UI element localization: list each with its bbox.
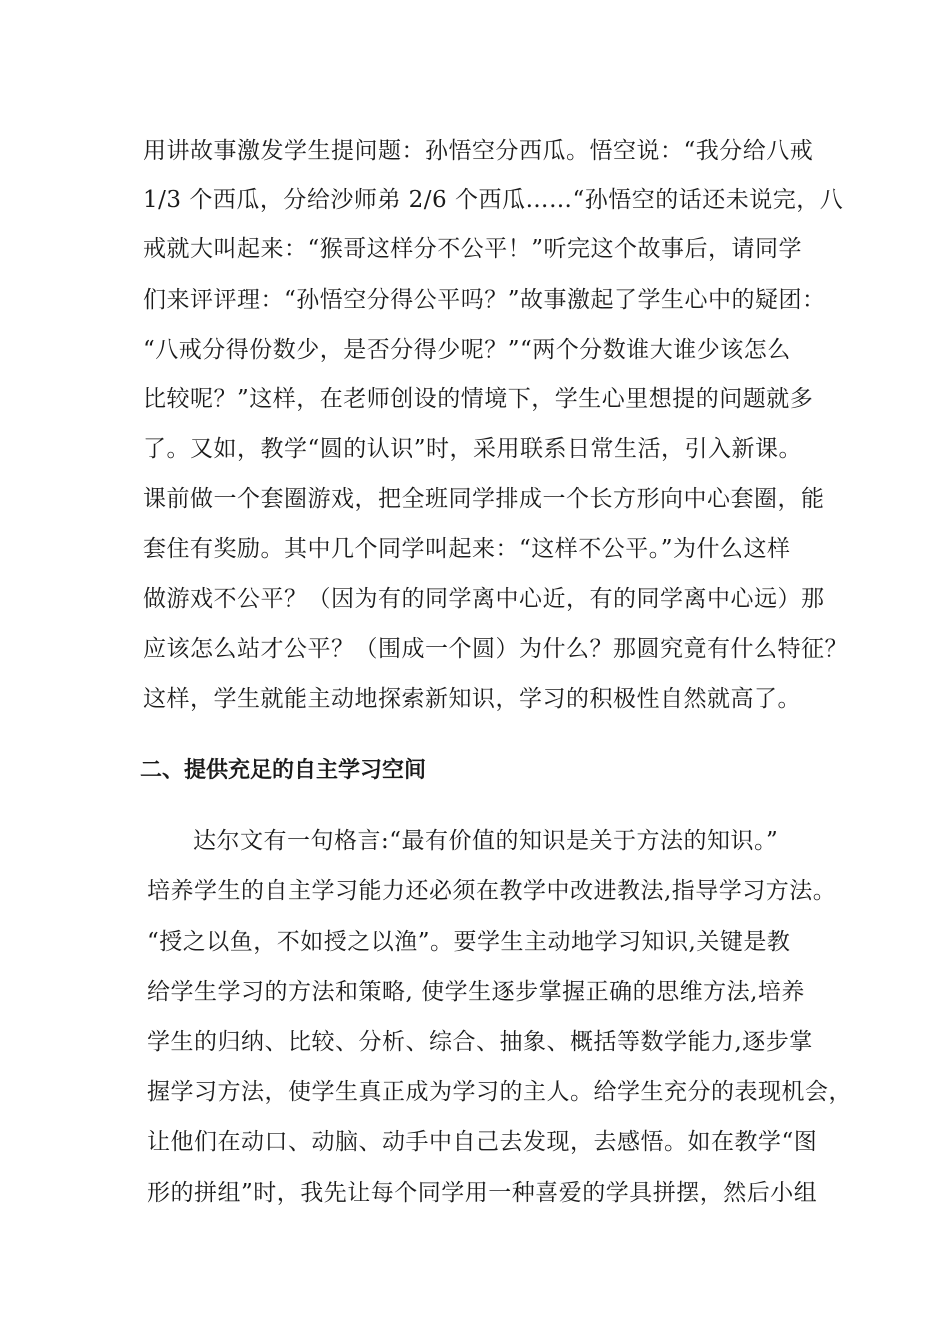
paragraph-line: 让他们在动口、动脑、动手中自己去发现，去感悟。如在教学“图 <box>147 1129 818 1155</box>
paragraph-line: 形的拼组”时，我先让每个同学用一种喜爱的学具拼摆，然后小组 <box>147 1180 818 1206</box>
paragraph-line: “八戒分得份数少，是否分得少呢？”“两个分数谁大谁少该怎么 <box>143 337 791 363</box>
paragraph-line: 课前做一个套圈游戏，把全班同学排成一个长方形向中心套圈，能 <box>143 486 825 512</box>
paragraph-line: 这样，学生就能主动地探索新知识，学习的积极性自然就高了。 <box>143 686 801 712</box>
paragraph-line: 做游戏不公平？（因为有的同学离中心近，有的同学离中心远）那 <box>143 586 825 612</box>
paragraph-line: 套住有奖励。其中几个同学叫起来：“这样不公平。”为什么这样 <box>143 536 791 562</box>
paragraph-line: 握学习方法，使学生真正成为学习的主人。给学生充分的表现机会， <box>147 1079 852 1105</box>
paragraph-line: 了。又如，教学“圆的认识”时，采用联系日常生活，引入新课。 <box>143 436 803 462</box>
paragraph-line: 比较呢？”这样，在老师创设的情境下，学生心里想提的问题就多 <box>143 386 814 412</box>
paragraph-line: 戒就大叫起来：“猴哥这样分不公平！”听完这个故事后，请同学 <box>143 236 803 262</box>
paragraph-line: “授之以鱼，不如授之以渔”。要学生主动地学习知识,关键是教 <box>147 929 791 955</box>
paragraph-line: 培养学生的自主学习能力还必须在教学中改进教法,指导学习方法。 <box>147 878 837 904</box>
paragraph-line: 们来评评理：“孙悟空分得公平吗？”故事激起了学生心中的疑团： <box>143 287 826 313</box>
paragraph-line: 1/3 个西瓜，分给沙师弟 2/6 个西瓜……“孙悟空的话还未说完，八 <box>143 187 844 213</box>
paragraph-line: 应该怎么站才公平？（围成一个圆）为什么？那圆究竟有什么特征？ <box>143 636 848 662</box>
section-heading: 二、提供充足的自主学习空间 <box>140 758 427 783</box>
paragraph-line: 达尔文有一句格言:“最有价值的知识是关于方法的知识。” <box>193 828 779 854</box>
paragraph-line: 学生的归纳、比较、分析、综合、抽象、概括等数学能力,逐步掌 <box>147 1029 813 1055</box>
paragraph-line: 给学生学习的方法和策略, 使学生逐步掌握正确的思维方法,培养 <box>147 979 805 1005</box>
paragraph-line: 用讲故事激发学生提问题：孙悟空分西瓜。悟空说：“我分给八戒 <box>143 138 814 164</box>
